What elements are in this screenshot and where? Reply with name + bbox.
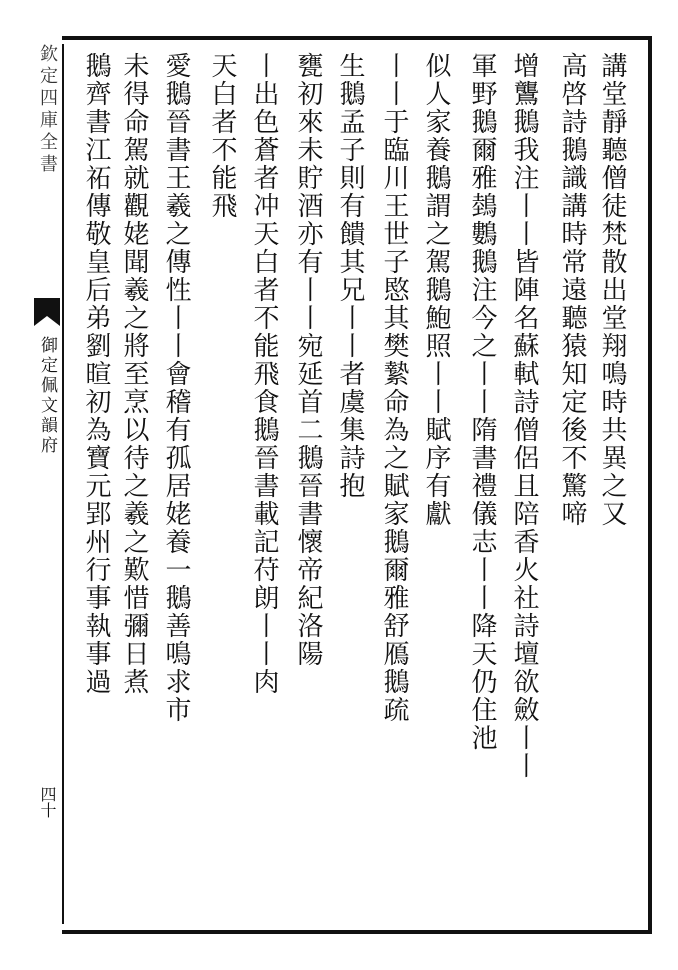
text-column-7: 生鵝孟子則有饋其兄丨丨者虞集詩抱: [335, 52, 365, 500]
text-column-13: 鵝齊書江祏傳敬皇后弟劉暄初為寶元郢州行事執事過: [81, 52, 111, 696]
text-column-10: 天白者不能飛: [207, 52, 237, 220]
fish-tail-mark: [34, 298, 60, 316]
text-column-1: 講堂靜聽僧徒梵散出堂翔鳴時共異之又: [597, 52, 627, 528]
text-column-3: 增鸗鵝我注丨丨皆陣名蘇軾詩僧侶且陪香火社詩壇欲斂丨丨: [509, 52, 539, 780]
inner-border-rule: [62, 44, 64, 924]
margin-library-title: 欽定四庫全書: [37, 44, 58, 176]
margin-book-title: 御定佩文韻府: [37, 336, 57, 456]
text-column-5: 似人家養鵝謂之駕鵝鮑照丨丨賦序有獻: [421, 52, 451, 528]
text-column-12: 未得命駕就觀姥聞羲之將至烹以待之羲之歎惜彌日煮: [119, 52, 149, 696]
text-column-6: 丨丨于臨川王世子愍其樊縶命為之賦家鵝爾雅舒鴈鵝疏: [379, 52, 409, 724]
text-column-8: 甕初來未貯酒亦有丨丨宛延首二鵝晉書懷帝紀洛陽: [293, 52, 323, 668]
text-column-4: 軍野鵝爾雅鵱鷜鵝注今之丨丨隋書禮儀志丨丨降天仍住池: [467, 52, 497, 752]
margin-page-number: 四十: [38, 786, 57, 818]
text-column-2: 高啓詩鵝識講時常遠聽猿知定後不驚啼: [557, 52, 587, 528]
text-column-9: 丨出色蒼者冲天白者不能飛食鵝晉書載記苻朗丨丨肉: [249, 52, 279, 696]
text-column-11: 愛鵝晉書王羲之傳性丨丨會稽有孤居姥養一鵝善鳴求市: [161, 52, 191, 724]
page-margin: [32, 36, 62, 934]
